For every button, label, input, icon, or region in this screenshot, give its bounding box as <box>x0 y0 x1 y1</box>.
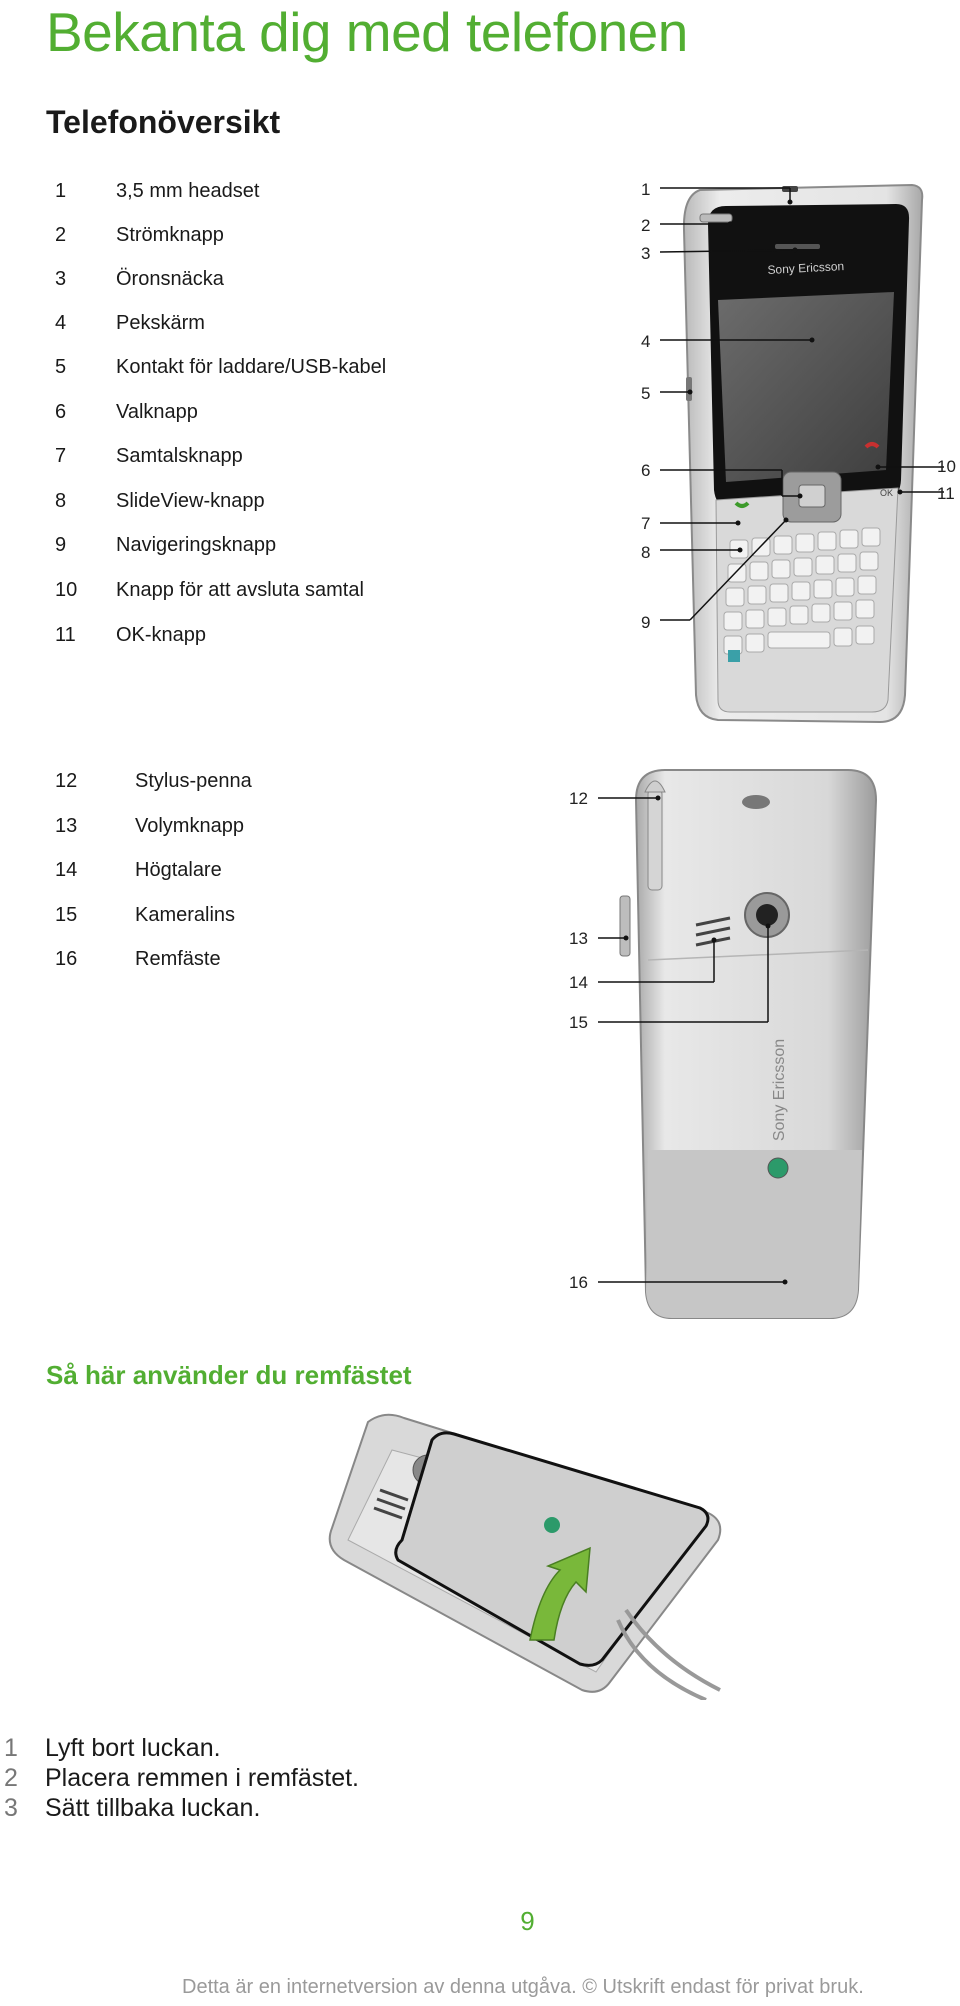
callout-label: 15 <box>569 1013 588 1032</box>
callout-label: 4 <box>641 332 651 351</box>
callout-label: 9 <box>641 613 651 632</box>
strap-heading: Så här använder du remfästet <box>46 1360 412 1390</box>
page-number: 9 <box>520 1906 535 1936</box>
callout-label: 12 <box>569 789 588 808</box>
callout-label: 11 <box>937 484 955 503</box>
callout-label: 3 <box>641 244 651 263</box>
footer-notice: Detta är en internetversion av denna utgåva. © Utskrift endast för privat bruk. <box>182 1976 864 1998</box>
brand-logo: Sony Ericsson <box>767 259 845 278</box>
callout-label: 16 <box>569 1273 588 1292</box>
callout-label: 13 <box>569 929 588 948</box>
callout-label: 7 <box>641 514 651 533</box>
callout-label: 6 <box>641 461 651 480</box>
callout-label: 2 <box>641 216 651 235</box>
callout-label: 5 <box>641 384 651 403</box>
page-title: Bekanta dig med telefonen <box>46 1 688 63</box>
callout-label: 10 <box>937 457 956 476</box>
callout-label: 8 <box>641 543 651 562</box>
brand-emblem <box>544 1517 560 1533</box>
brand-logo: Sony Ericsson <box>771 1038 788 1142</box>
overview-heading: Telefonöversikt <box>46 104 281 140</box>
ok-key-label: OK <box>880 488 894 498</box>
callout-label: 14 <box>569 973 588 992</box>
callout-label: 1 <box>641 180 651 199</box>
